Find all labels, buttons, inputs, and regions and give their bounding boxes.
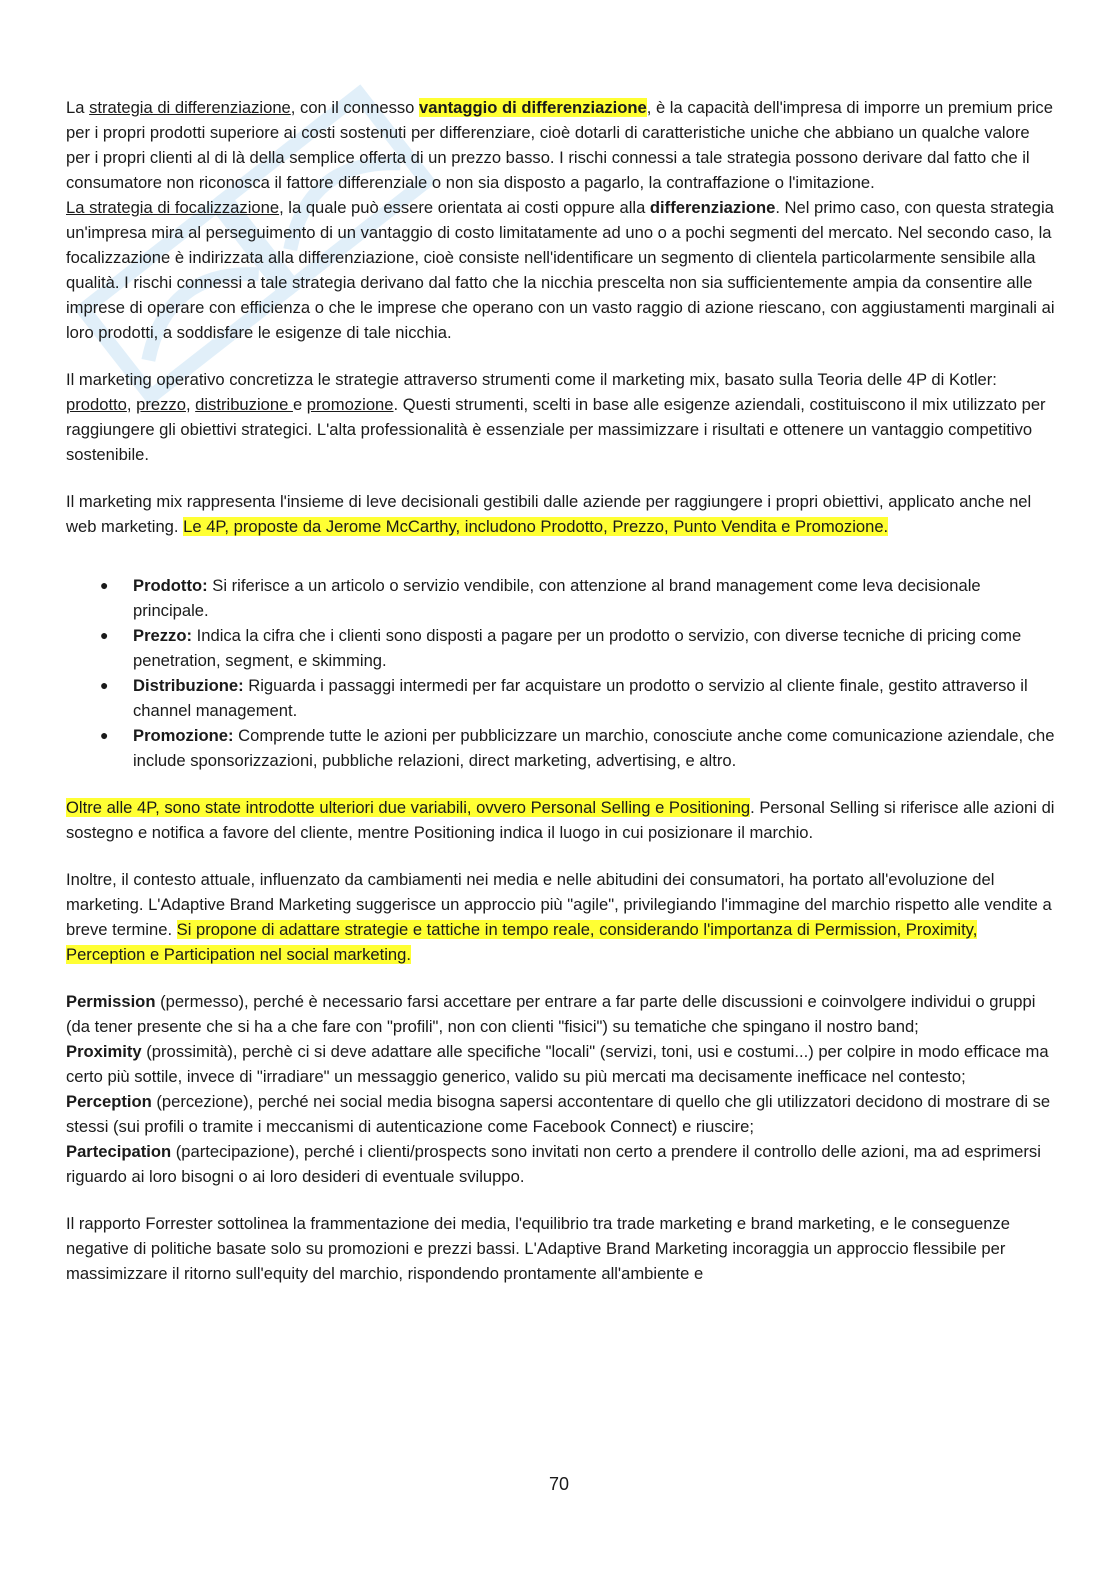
highlighted-text: Le 4P, proposte da Jerome McCarthy, includono Prodotto, Prezzo, Punto Vendita e Promozione.	[183, 517, 889, 536]
highlighted-text: Si propone di adattare strategie e tattiche in tempo reale, considerando l'importanza di Permission, Proximity, Perception e Participation nel social marketing.	[66, 920, 978, 964]
underlined-term: distribuzione	[195, 395, 293, 414]
underlined-term: prezzo	[136, 395, 186, 414]
bullet-label: Prodotto:	[133, 576, 208, 595]
paragraph-personal-selling	[66, 795, 1056, 845]
bullet-label: Promozione:	[133, 726, 234, 745]
list-item	[133, 673, 1056, 723]
text-run: , con il connesso	[290, 98, 420, 117]
highlighted-term: vantaggio di differenziazione	[419, 98, 647, 117]
bullet-text: Si riferisce a un articolo o servizio vendibile, con attenzione al brand management come leva decisionale principale.	[133, 576, 981, 620]
bullet-text: Indica la cifra che i clienti sono disposti a pagare per un prodotto o servizio, con diverse tecniche di pricing come penetration, segment, e skimming.	[133, 626, 1022, 670]
term-label: Permission	[66, 992, 156, 1011]
text-run: Il marketing mix rappresenta l'insieme di leve decisionali gestibili dalle aziende per raggiungere i propri obiettivi, applicato anche nel web marketing.	[66, 492, 1032, 536]
paragraph-marketing-mix	[66, 489, 1056, 539]
term-permission	[66, 989, 1056, 1039]
underlined-term: promozione	[306, 395, 394, 414]
bullet-text: Comprende tutte le azioni per pubblicizzare un marchio, conosciute anche come comunicazione aziendale, che include sponsorizzazioni, pubbliche relazioni, direct marketing, advertising, e altro.	[133, 726, 1055, 770]
bullet-text: Riguarda i passaggi intermedi per far acquistare un prodotto o servizio al cliente finale, gestito attraverso il channel management.	[133, 676, 1028, 720]
text-run: Inoltre, il contesto attuale, influenzato da cambiamenti nei media e nelle abitudini dei consumatori, ha portato all'evoluzione del marketing. L'Adaptive Brand Marketing suggerisce un approccio più "agile", privilegiando l'immagine del marchio rispetto alle vendite a breve termine.	[66, 870, 1052, 939]
paragraph-focalizzazione	[66, 195, 1056, 345]
term-proximity	[66, 1039, 1056, 1089]
bullet-label: Distribuzione:	[133, 676, 244, 695]
text-run: , è la capacità dell'impresa di imporre un premium price per i propri prodotti superiore ai costi sostenuti per differenziare, cioè dotarli di caratteristiche uniche che abbiano un qualche valore per i propri clienti al di là della semplice offerta di un prezzo basso. I rischi connessi a tale strategia possono derivare dal fatto che il consumatore non riconosca il fattore differenziale o non sia disposto a pagarlo, la contraffazione o l'imitazione.	[66, 98, 1053, 192]
text-run: . Questi strumenti, scelti in base alle esigenze aziendali, costituiscono il mix utilizzato per raggiungere gli obiettivi strategici. L'alta professionalità è essenziale per massimizzare i risultati e ottenere un vantaggio competitivo sostenibile.	[66, 395, 1046, 464]
highlighted-text: Oltre alle 4P, sono state introdotte ulteriori due variabili, ovvero Personal Selling e Positioning	[66, 798, 751, 817]
term-label: Proximity	[66, 1042, 142, 1061]
paragraph-marketing-operativo	[66, 367, 1056, 467]
term-label: Perception	[66, 1092, 152, 1111]
term-text: (partecipazione), perché i clienti/prospects sono invitati non certo a prendere il controllo delle azioni, ma ad esprimersi riguardo ai loro bisogni o ai loro desideri di eventuale sviluppo.	[66, 1142, 1041, 1186]
list-item	[133, 623, 1056, 673]
bullet-label: Prezzo:	[133, 626, 193, 645]
underlined-term: La strategia di focalizzazione	[66, 198, 280, 217]
text-run: Il marketing operativo concretizza le strategie attraverso strumenti come il marketing mix, basato sulla Teoria delle 4P di Kotler:	[66, 370, 997, 389]
text-run: ,	[185, 395, 196, 414]
paragraph-differenziazione	[66, 95, 1056, 195]
paragraph-forrester	[66, 1211, 1056, 1286]
term-partecipation	[66, 1139, 1056, 1189]
list-item	[133, 573, 1056, 623]
underlined-term: prodotto	[66, 395, 127, 414]
term-perception	[66, 1089, 1056, 1139]
term-label: Partecipation	[66, 1142, 172, 1161]
term-text: (permesso), perché è necessario farsi accettare per entrare a far parte delle discussioni e coinvolgere individui o gruppi (da tener presente che si ha a che fare con "profili", non con clienti "fisici") su tematiche che spingano il nostro band;	[66, 992, 1036, 1036]
text-run: ,	[126, 395, 137, 414]
bullet-list-4p	[66, 573, 1056, 773]
term-text: (percezione), perché nei social media bisogna sapersi accontentare di quello che gli utilizzatori decidono di mostrare di se stessi (sui profili o tramite i meccanismi di autenticazione come Facebook Connect) e riuscire;	[66, 1092, 1051, 1136]
paragraph-adaptive-brand	[66, 867, 1056, 967]
term-text: (prossimità), perchè ci si deve adattare alle specifiche "locali" (servizi, toni, usi e costumi...) per colpire in modo efficace ma certo più sottile, invece di "irradiare" un messaggio generico, valido su più mercati ma decisamente inefficace nel contesto;	[66, 1042, 1049, 1086]
text-run: La	[66, 98, 90, 117]
underlined-term: strategia di differenziazione	[89, 98, 291, 117]
list-item	[133, 723, 1056, 773]
text-run: e	[292, 395, 307, 414]
page-number: 70	[548, 1474, 570, 1494]
bold-term: differenziazione	[649, 198, 776, 217]
text-run: . Nel primo caso, con questa strategia un'impresa mira al perseguimento di un vantaggio di costo limitatamente ad uno o a pochi segmenti del mercato. Nel secondo caso, la focalizzazione è indirizzata alla differenziazione, cioè consiste nell'identificare un segmento di clientela particolarmente sensibile alla qualità. I rischi connessi a tale strategia derivano dal fatto che la nicchia prescelta non sia sufficientemente ampia da consentire alle imprese di operare con efficienza o che le imprese che operano con un vasto raggio di azione riescano, con aggiustamenti marginali ai loro prodotti, a soddisfare le esigenze di tale nicchia.	[66, 198, 1055, 342]
page-content	[66, 95, 1056, 1286]
text-run: . Personal Selling si riferisce alle azioni di sostegno e notifica a favore del cliente, mentre Positioning indica il luogo in cui posizionare il marchio.	[66, 798, 1055, 842]
text-run: Il rapporto Forrester sottolinea la frammentazione dei media, l'equilibrio tra trade marketing e brand marketing, e le conseguenze negative di politiche basate solo su promozioni e prezzi bassi. L'Adaptive Brand Marketing incoraggia un approccio flessibile per massimizzare il ritorno sull'equity del marchio, rispondendo prontamente all'ambiente e	[66, 1214, 1010, 1283]
text-run: , la quale può essere orientata ai costi oppure alla	[279, 198, 650, 217]
